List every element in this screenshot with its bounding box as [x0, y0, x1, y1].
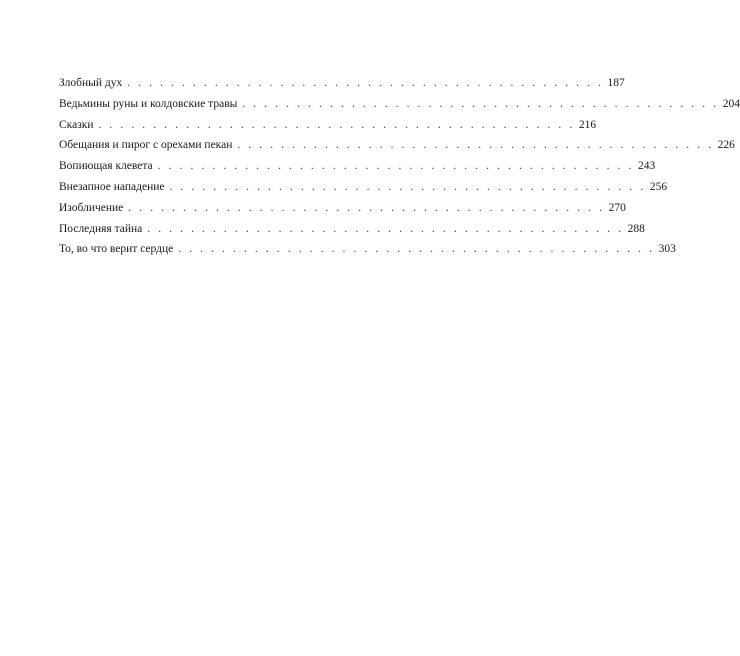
- dot-leader: . . . . . . . . . . . . . . . . . . . . . . . . . . . . . . . . . . . . . . . . . . . .: [147, 222, 624, 235]
- dot-leader: . . . . . . . . . . . . . . . . . . . . . . . . . . . . . . . . . . . . . . . . . . . .: [178, 243, 655, 256]
- dot-leader: . . . . . . . . . . . . . . . . . . . . . . . . . . . . . . . . . . . . . . . . . . . .: [128, 201, 605, 214]
- toc-entry-page: 204: [722, 97, 740, 110]
- toc-entry-title: Сказки: [59, 118, 94, 131]
- dot-leader: . . . . . . . . . . . . . . . . . . . . . . . . . . . . . . . . . . . . . . . . . . . .: [169, 180, 646, 193]
- toc-entry-page: 288: [627, 222, 645, 235]
- toc-entry[interactable]: [59, 239, 676, 260]
- toc-entry-title: Злобный дух: [59, 77, 123, 89]
- toc-entry-page: 187: [607, 77, 625, 89]
- dot-leader: . . . . . . . . . . . . . . . . . . . . . . . . . . . . . . . . . . . . . . . . . . . .: [237, 139, 714, 152]
- dot-leader: . . . . . . . . . . . . . . . . . . . . . . . . . . . . . . . . . . . . . . . . . . . .: [127, 77, 604, 89]
- toc-entry[interactable]: [59, 135, 735, 156]
- dot-leader: . . . . . . . . . . . . . . . . . . . . . . . . . . . . . . . . . . . . . . . . . . . .: [242, 97, 719, 110]
- toc-entry-title: Последняя тайна: [59, 222, 143, 235]
- toc-entry-title: Ведьмины руны и колдовские травы: [59, 97, 238, 110]
- toc-entry-page: 303: [658, 243, 676, 256]
- toc-entry-page: 226: [717, 139, 735, 152]
- toc-entry-page: 216: [578, 118, 597, 131]
- toc-entry-title: Обещания и пирог с орехами пекан: [59, 139, 233, 152]
- toc-entry[interactable]: [59, 219, 645, 240]
- toc-entry[interactable]: [59, 115, 597, 136]
- toc-entry[interactable]: [59, 177, 668, 198]
- toc-entry[interactable]: [59, 198, 626, 219]
- toc-entry-title: Изобличение: [59, 201, 124, 214]
- toc-entry-page: 270: [608, 201, 626, 214]
- toc-entry[interactable]: [59, 73, 625, 94]
- table-of-contents: [59, 73, 740, 260]
- toc-entry-page: 243: [637, 160, 656, 173]
- toc-entry[interactable]: [59, 156, 656, 177]
- toc-entry-title: То, во что верит сердце: [59, 243, 174, 256]
- toc-entry-title: Внезапное нападение: [59, 180, 165, 193]
- dot-leader: . . . . . . . . . . . . . . . . . . . . . . . . . . . . . . . . . . . . . . . . . . . .: [157, 160, 634, 173]
- toc-entry-page: 256: [649, 180, 668, 193]
- dot-leader: . . . . . . . . . . . . . . . . . . . . . . . . . . . . . . . . . . . . . . . . . . . .: [98, 118, 575, 131]
- toc-entry-title: Вопиющая клевета: [59, 160, 153, 173]
- toc-entry[interactable]: [59, 94, 740, 115]
